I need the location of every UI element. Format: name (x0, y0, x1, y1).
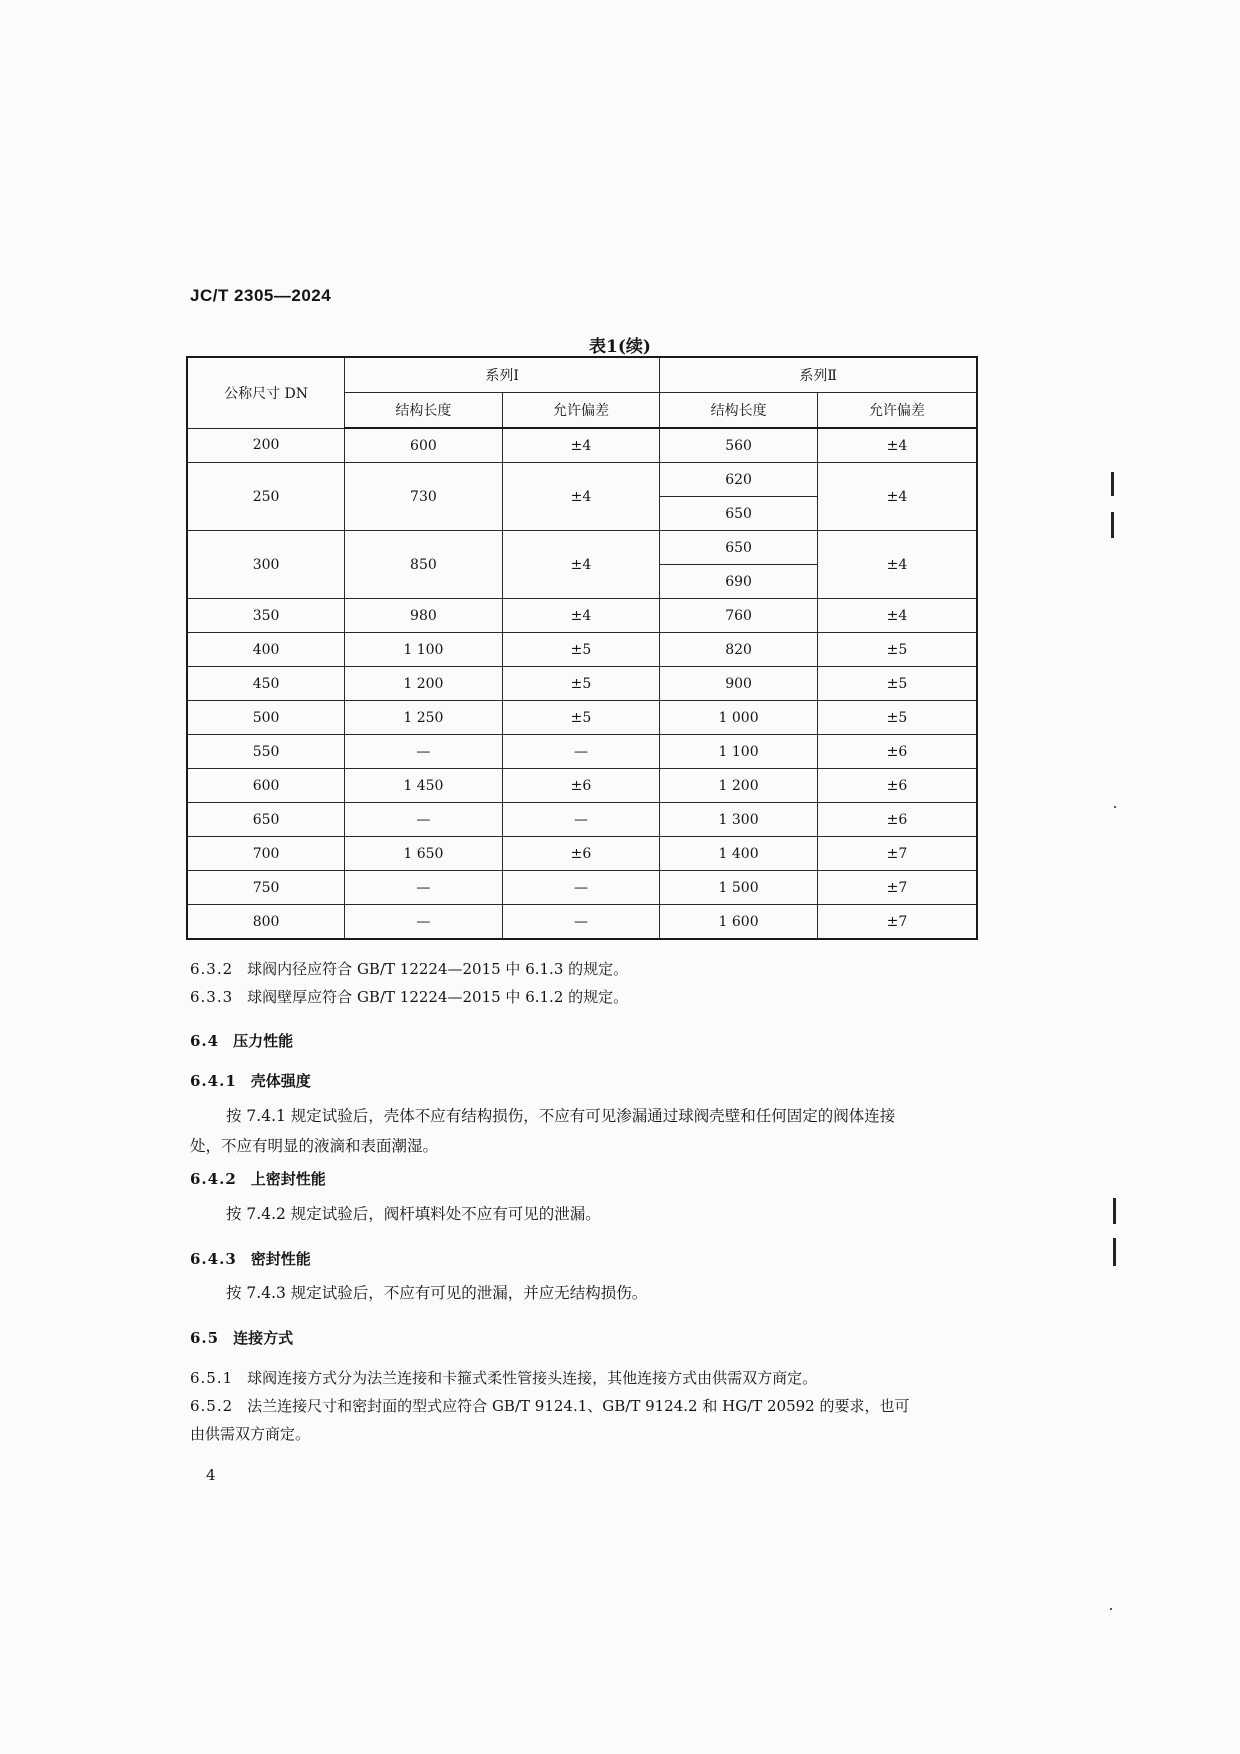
cell-dn: 250 (187, 463, 345, 531)
clause-text: 球阀内径应符合 GB/T 12224—2015 中 6.1.3 的规定。 (247, 960, 629, 978)
cell-length1: — (345, 905, 503, 940)
cell-length2: 690 (660, 565, 818, 599)
cell-tol2: ±4 (817, 531, 977, 599)
cell-length2: 620 (660, 463, 818, 497)
cell-length2: 560 (660, 428, 818, 463)
cell-tol1: ±6 (502, 837, 660, 871)
scan-mark (1111, 512, 1114, 538)
clause-text: 球阀壁厚应符合 GB/T 12224—2015 中 6.1.2 的规定。 (247, 988, 629, 1006)
table-row (187, 803, 977, 837)
cell-tol2: ±5 (817, 701, 977, 735)
cell-tol1: — (502, 905, 660, 940)
paragraph-6-4-1 (190, 1101, 980, 1161)
cell-tol2: ±5 (817, 633, 977, 667)
clause-6-5-2-continued: 由供需双方商定。 (190, 1425, 311, 1443)
cell-length2: 1 100 (660, 735, 818, 769)
cell-dn: 650 (187, 803, 345, 837)
header-tolerance-2: 允许偏差 (817, 393, 977, 429)
paragraph-line: 按 7.4.1 规定试验后，壳体不应有结构损伤，不应有可见渗漏通过球阀壳壁和任何固定的阀体连接 (226, 1107, 896, 1125)
cell-length1: 1 450 (345, 769, 503, 803)
clause-title: 壳体强度 (250, 1072, 311, 1090)
clause-6-3-2 (190, 958, 628, 980)
cell-tol2: ±4 (817, 463, 977, 531)
cell-length1: — (345, 803, 503, 837)
cell-dn: 750 (187, 871, 345, 905)
cell-length1: 1 200 (345, 667, 503, 701)
clause-6-4-1-heading (190, 1070, 311, 1092)
cell-length1: 1 650 (345, 837, 503, 871)
cell-length2: 900 (660, 667, 818, 701)
clause-6-4-2-heading (190, 1168, 326, 1190)
cell-tol2: ±6 (817, 803, 977, 837)
cell-length2: 1 000 (660, 701, 818, 735)
cell-dn: 550 (187, 735, 345, 769)
cell-length1: 1 100 (345, 633, 503, 667)
cell-dn: 350 (187, 599, 345, 633)
cell-length1: — (345, 871, 503, 905)
clause-number: 6.5.1 (190, 1369, 234, 1387)
cell-tol2: ±6 (817, 735, 977, 769)
clause-number: 6.4.3 (190, 1250, 237, 1268)
cell-dn: 700 (187, 837, 345, 871)
paragraph-6-4-3 (190, 1278, 980, 1308)
clause-number: 6.3.3 (190, 988, 234, 1006)
cell-tol1: ±4 (502, 531, 660, 599)
header-length-2: 结构长度 (660, 393, 818, 429)
clause-title: 压力性能 (233, 1032, 294, 1050)
cell-dn: 500 (187, 701, 345, 735)
cell-dn: 450 (187, 667, 345, 701)
cell-length2: 650 (660, 531, 818, 565)
cell-tol1: ±5 (502, 633, 660, 667)
scan-mark (1113, 1198, 1116, 1224)
cell-tol2: ±7 (817, 871, 977, 905)
cell-length1: 730 (345, 463, 503, 531)
cell-tol1: ±4 (502, 428, 660, 463)
table-row (187, 667, 977, 701)
header-dn: 公称尺寸 DN (187, 357, 345, 428)
table-row (187, 769, 977, 803)
cell-tol1: — (502, 735, 660, 769)
cell-dn: 800 (187, 905, 345, 940)
scan-mark (1113, 1238, 1116, 1266)
clause-number: 6.4.2 (190, 1170, 237, 1188)
cell-dn: 200 (187, 428, 345, 463)
table-row (187, 463, 977, 497)
cell-dn: 300 (187, 531, 345, 599)
clause-number: 6.3.2 (190, 960, 234, 978)
clause-title: 上密封性能 (250, 1170, 326, 1188)
table-row (187, 735, 977, 769)
clause-number: 6.4.1 (190, 1072, 237, 1090)
cell-length1: — (345, 735, 503, 769)
cell-tol2: ±4 (817, 599, 977, 633)
table-row (187, 428, 977, 463)
cell-tol2: ±7 (817, 837, 977, 871)
clause-text: 法兰连接尺寸和密封面的型式应符合 GB/T 9124.1、GB/T 9124.2 和 HG/T 20592 的要求，也可 (247, 1397, 910, 1415)
cell-length1: 600 (345, 428, 503, 463)
page-number: 4 (206, 1466, 216, 1484)
table-caption: 表1(续) (589, 337, 651, 357)
cell-length2: 1 600 (660, 905, 818, 940)
cell-tol2: ±5 (817, 667, 977, 701)
clause-title: 连接方式 (233, 1329, 294, 1347)
paragraph-6-4-2 (190, 1199, 980, 1229)
cell-tol1: — (502, 803, 660, 837)
table-row (187, 701, 977, 735)
table-row (187, 837, 977, 871)
table-row (187, 871, 977, 905)
dimension-table (186, 356, 978, 940)
header-tolerance-1: 允许偏差 (502, 393, 660, 429)
cell-length1: 980 (345, 599, 503, 633)
clause-6-5-heading (190, 1327, 293, 1349)
cell-tol2: ±4 (817, 428, 977, 463)
cell-dn: 400 (187, 633, 345, 667)
clause-text: 球阀连接方式分为法兰连接和卡箍式柔性管接头连接，其他连接方式由供需双方商定。 (247, 1369, 818, 1387)
cell-dn: 600 (187, 769, 345, 803)
clause-6-4-3-heading (190, 1248, 311, 1270)
standard-code: JC/T 2305—2024 (190, 286, 332, 305)
header-series1: 系列Ⅰ (345, 357, 660, 393)
cell-length2: 1 500 (660, 871, 818, 905)
cell-tol1: — (502, 871, 660, 905)
clause-6-4-heading (190, 1030, 293, 1052)
scan-mark (1111, 472, 1114, 496)
header-length-1: 结构长度 (345, 393, 503, 429)
clause-number: 6.4 (190, 1032, 220, 1050)
clause-6-5-2 (190, 1395, 910, 1417)
paragraph-line: 按 7.4.2 规定试验后，阀杆填料处不应有可见的泄漏。 (226, 1205, 601, 1223)
clause-number: 6.5.2 (190, 1397, 234, 1415)
clause-title: 密封性能 (250, 1250, 311, 1268)
cell-length2: 760 (660, 599, 818, 633)
table-row (187, 633, 977, 667)
cell-tol1: ±4 (502, 463, 660, 531)
cell-tol1: ±5 (502, 667, 660, 701)
clause-6-3-3 (190, 986, 628, 1008)
scan-dot (1110, 1608, 1112, 1610)
cell-length1: 850 (345, 531, 503, 599)
cell-length2: 1 400 (660, 837, 818, 871)
header-series2: 系列Ⅱ (660, 357, 977, 393)
paragraph-line: 处，不应有明显的液滴和表面潮湿。 (190, 1137, 439, 1155)
cell-length1: 1 250 (345, 701, 503, 735)
cell-tol1: ±6 (502, 769, 660, 803)
table-row (187, 905, 977, 940)
paragraph-line: 按 7.4.3 规定试验后，不应有可见的泄漏，并应无结构损伤。 (226, 1284, 648, 1302)
cell-tol2: ±6 (817, 769, 977, 803)
table-row (187, 531, 977, 565)
cell-tol1: ±5 (502, 701, 660, 735)
scan-dot (1114, 806, 1116, 808)
cell-tol1: ±4 (502, 599, 660, 633)
table-row (187, 599, 977, 633)
clause-number: 6.5 (190, 1329, 220, 1347)
cell-length2: 820 (660, 633, 818, 667)
cell-length2: 1 300 (660, 803, 818, 837)
clause-6-5-1 (190, 1367, 817, 1389)
cell-length2: 650 (660, 497, 818, 531)
cell-length2: 1 200 (660, 769, 818, 803)
cell-tol2: ±7 (817, 905, 977, 940)
